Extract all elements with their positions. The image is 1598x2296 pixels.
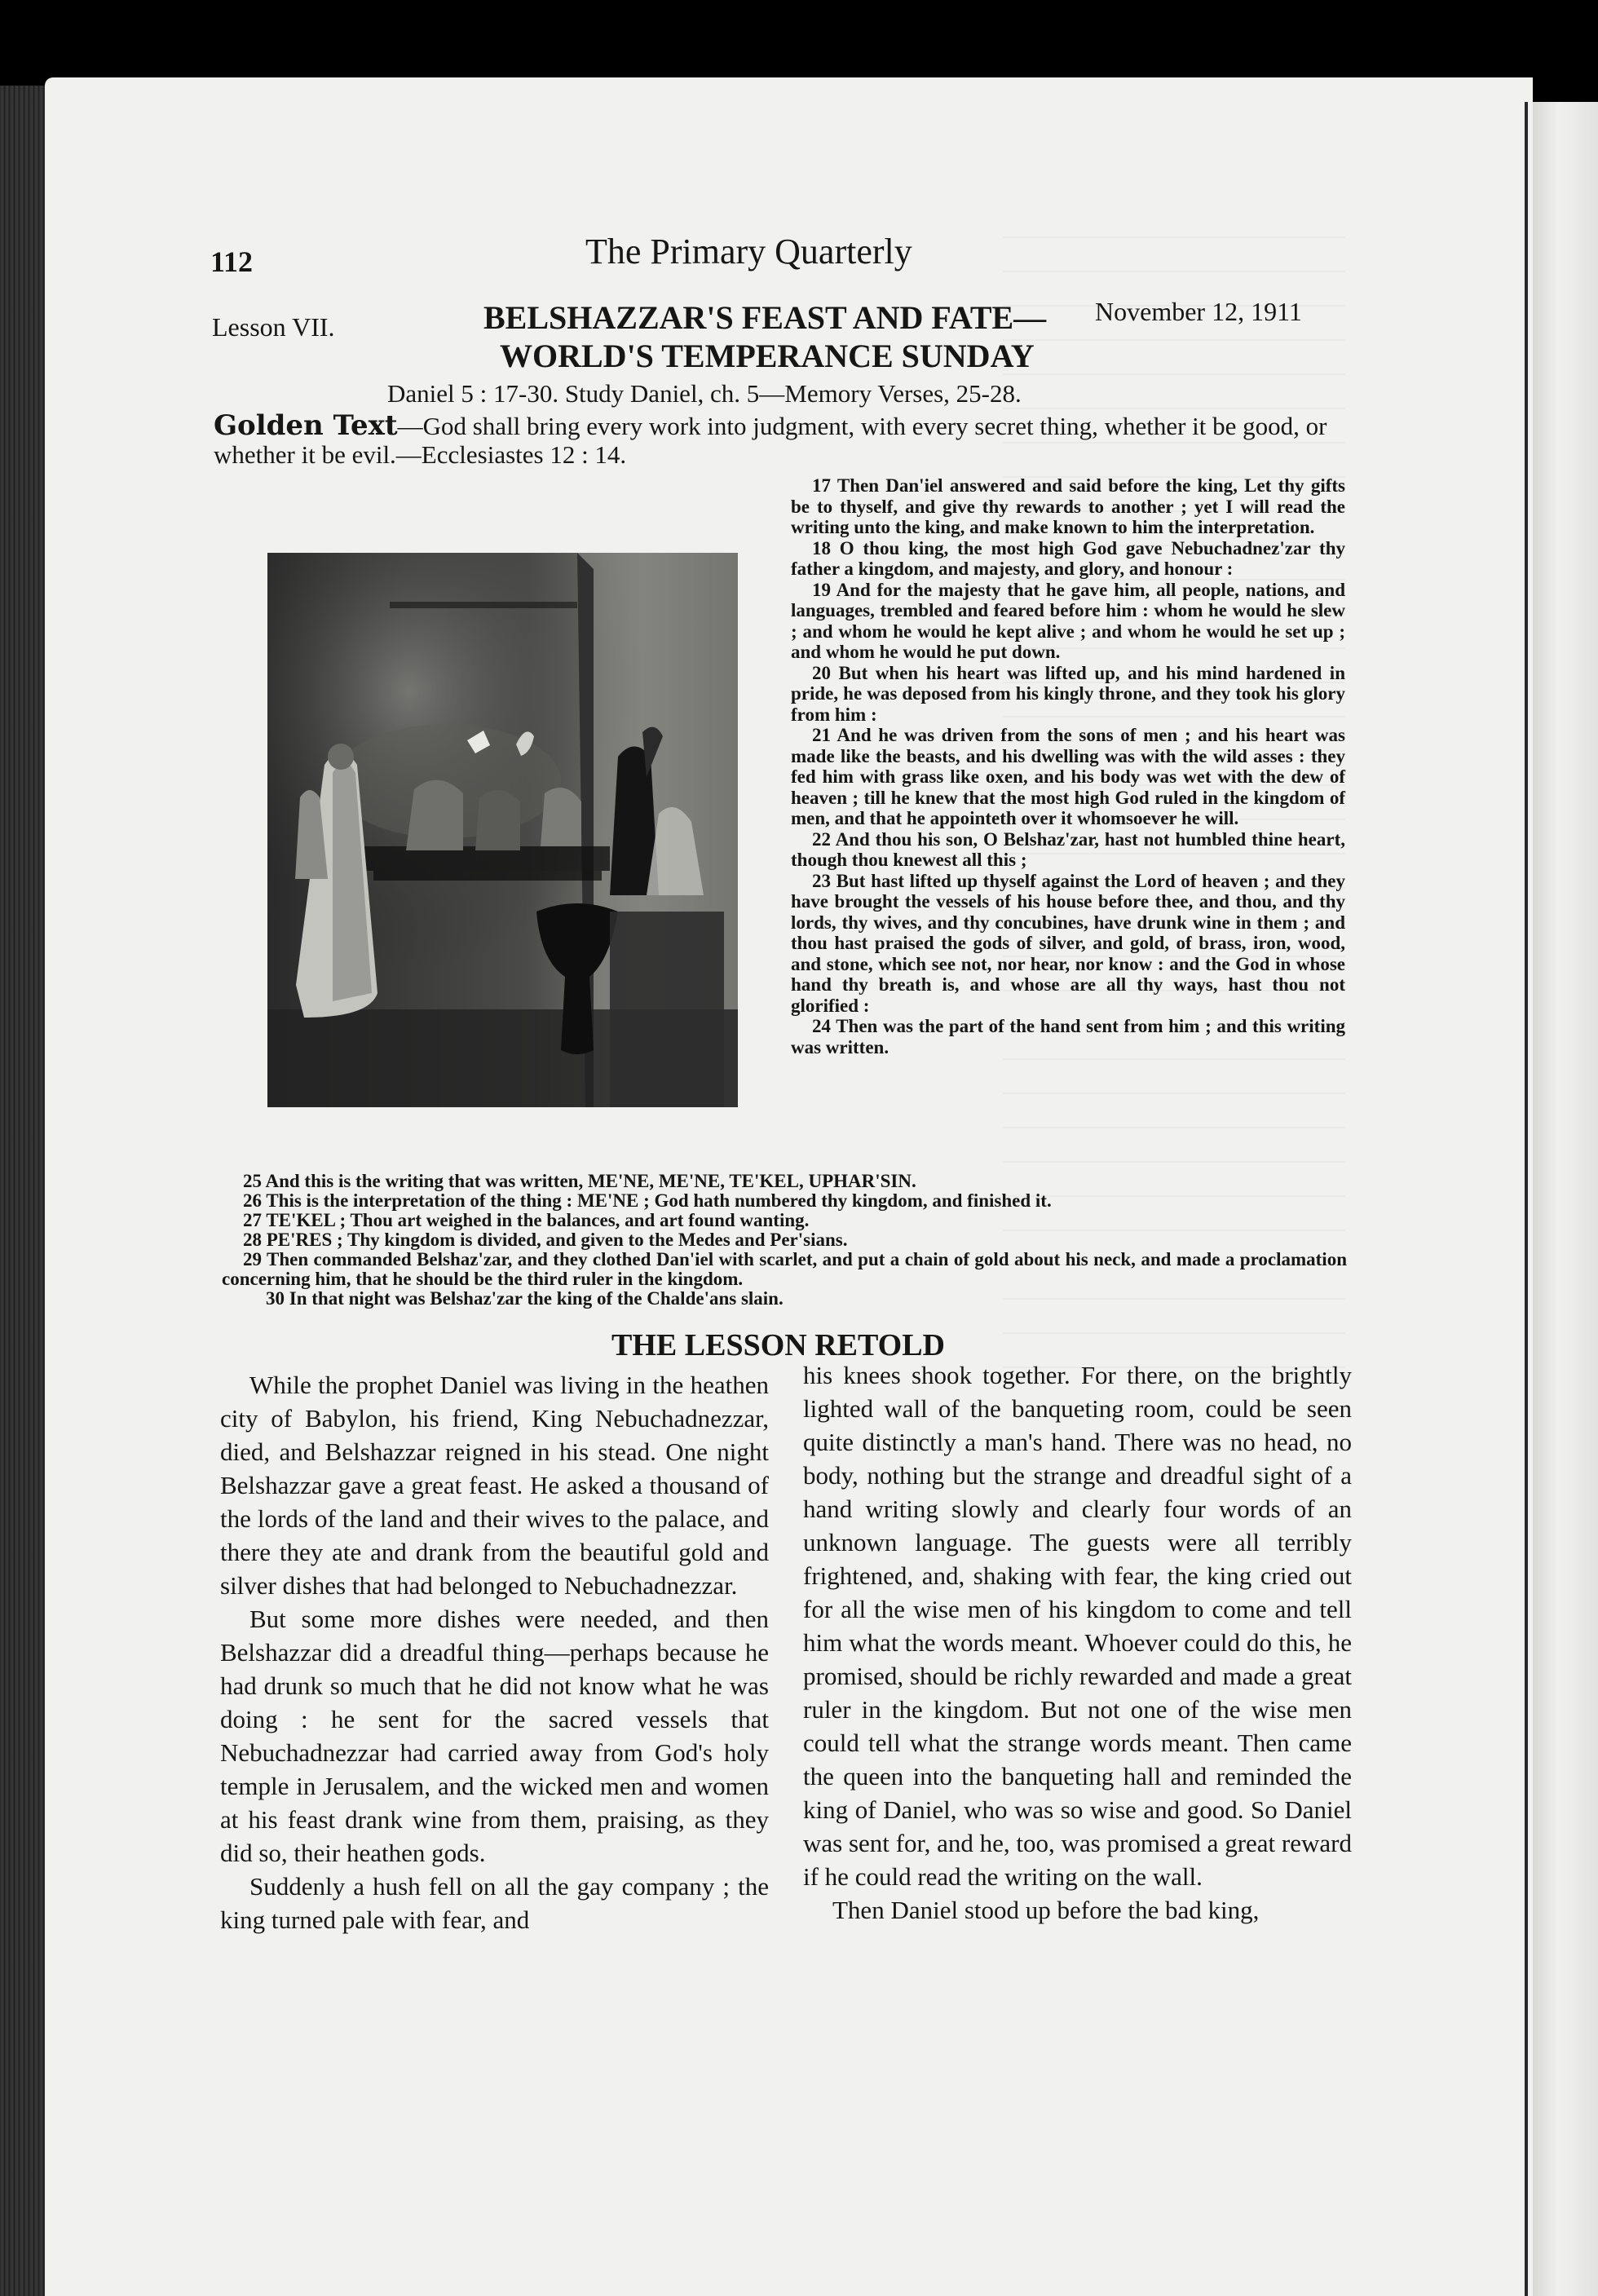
paragraph: Then Daniel stood up before the bad king,	[832, 1896, 1260, 1924]
next-page-edge	[1533, 102, 1598, 2296]
golden-text-body: —God shall bring every work into judgment, with every secret thing, whether it be good, or whether it be evil.—Ecclesiastes 12 : 14.	[214, 412, 1327, 469]
verse: 19 And for the majesty that he gave him, all people, nations, and languages, trembled and feared before him : whom he would he slew ; and whom he would he kept alive ; and whom he would he set up ; and whom he would he put down.	[791, 579, 1345, 662]
retold-column-left	[220, 1368, 769, 1936]
verse: 17 Then Dan'iel answered and said before the king, Let thy gifts be to thyself, and give thy rewards to another ; yet I will read the writing unto the king, and make known to him the interpretation.	[791, 475, 1345, 537]
verse: 26 This is the interpretation of the thing : ME'NE ; God hath numbered thy kingdom, and finished it.	[243, 1190, 1052, 1211]
paragraph: Suddenly a hush fell on all the gay company ; the king turned pale with fear, and	[220, 1872, 769, 1934]
verse: 28 PE'RES ; Thy kingdom is divided, and given to the Medes and Per'sians.	[243, 1230, 848, 1250]
verse: 21 And he was driven from the sons of men ; and his heart was made like the beasts, and his dwelling was with the wild asses : they fed him with grass like oxen, and his body was wet with the dew of heaven ; till he knew that the most high God ruled in the kingdom of men, and that he appointeth over it whomsoever he will.	[791, 725, 1345, 828]
page-edge	[1525, 102, 1528, 2296]
verse: 25 And this is the writing that was written, ME'NE, ME'NE, TE'KEL, UPHAR'SIN.	[243, 1171, 916, 1191]
verse: 27 TE'KEL ; Thou art weighed in the balances, and art found wanting.	[243, 1210, 810, 1230]
page-number: 112	[210, 245, 254, 278]
running-head: The Primary Quarterly	[585, 232, 912, 272]
verse: 29 Then commanded Belshaz'zar, and they clothed Dan'iel with scarlet, and put a chain of gold about his neck, and made a proclamation concerning him, that he should be the third ruler in the kingdom.	[222, 1249, 1347, 1289]
paragraph: While the prophet Daniel was living in the heathen city of Babylon, his friend, King Nebuchadnezzar, died, and Belshazzar reigned in his stead. One night Belshazzar gave a great feast. He asked a thousand of the lords of the land and their wives to the palace, and there they ate and drank from the beautiful gold and silver dishes that had belonged to Nebuchadnezzar.	[220, 1371, 769, 1600]
banquet-scene-illustration	[267, 553, 738, 1107]
lesson-title-line-1: BELSHAZZAR'S FEAST AND FATE—	[483, 299, 1047, 336]
verse: 18 O thou king, the most high God gave Nebuchadnez'zar thy father a kingdom, and majesty, and glory, and honour :	[791, 537, 1345, 579]
golden-text-label: Golden Text	[214, 409, 398, 442]
lesson-title-line-2: WORLD'S TEMPERANCE SUNDAY	[500, 338, 1035, 374]
section-heading: THE LESSON RETOLD	[611, 1328, 946, 1362]
banquet-scene-icon	[267, 553, 738, 1107]
lesson-label: Lesson VII.	[212, 312, 335, 342]
verse: 24 Then was the part of the hand sent from him ; and this writing was written.	[791, 1016, 1345, 1057]
paragraph: But some more dishes were needed, and then Belshazzar did a dreadful thing—perhaps because he had drunk so much that he did not know what he was doing : he sent for the sacred vessels that Nebuchadnezzar had carried away from God's holy temple in Jerusalem, and the wicked men and women at his feast drank wine from them, praising, as they did so, their heathen gods.	[220, 1605, 769, 1867]
verse: 22 And thou his son, O Belshaz'zar, hast not humbled thine heart, though thou knewest all this ;	[791, 828, 1345, 870]
paragraph: his knees shook together. For there, on the brightly lighted wall of the banqueting room, could be seen quite distinctly a man's hand. There was no head, no body, nothing but the strange and dreadful sight of a hand writing slowly and clearly four words of an unknown language. The guests were all terribly frightened, and, shaking with fear, the king cried out for all the wise men of his kingdom to come and tell him what the words meant. Whoever could do this, he promised, should be richly rewarded and made a great ruler in the kingdom. But not one of the wise men could tell what the strange words meant. Then came the queen into the banqueting hall and reminded the king of Daniel, who was so wise and good. So Daniel was sent for, and he, too, was promised a great reward if he could read the writing on the wall.	[803, 1361, 1352, 1891]
verse: 30 In that night was Belshaz'zar the king of the Chalde'ans slain.	[266, 1288, 784, 1309]
scripture-reference: Daniel 5 : 17-30. Study Daniel, ch. 5—Memory Verses, 25-28.	[387, 379, 1022, 408]
retold-column-right	[803, 1358, 1352, 1927]
scripture-verses-25-30	[222, 1172, 1347, 1309]
verse: 23 But hast lifted up thyself against the Lord of heaven ; and they have brought the vessels of his house before thee, and thou, and thy lords, thy wives, and thy concubines, have drunk wine in them ; and thou hast praised the gods of silver, and gold, of brass, iron, wood, and stone, which see not, nor hear, nor know : and the God in whose hand thy breath is, and whose are all thy ways, hast thou not glorified :	[791, 870, 1345, 1016]
book-spine	[0, 86, 49, 2296]
lesson-date: November 12, 1911	[1095, 297, 1302, 326]
verse: 20 But when his heart was lifted up, and his mind hardened in pride, he was deposed from his kingly throne, and they took his glory from him :	[791, 662, 1345, 725]
scripture-verses-17-24	[791, 475, 1345, 1057]
golden-text	[214, 409, 1339, 469]
